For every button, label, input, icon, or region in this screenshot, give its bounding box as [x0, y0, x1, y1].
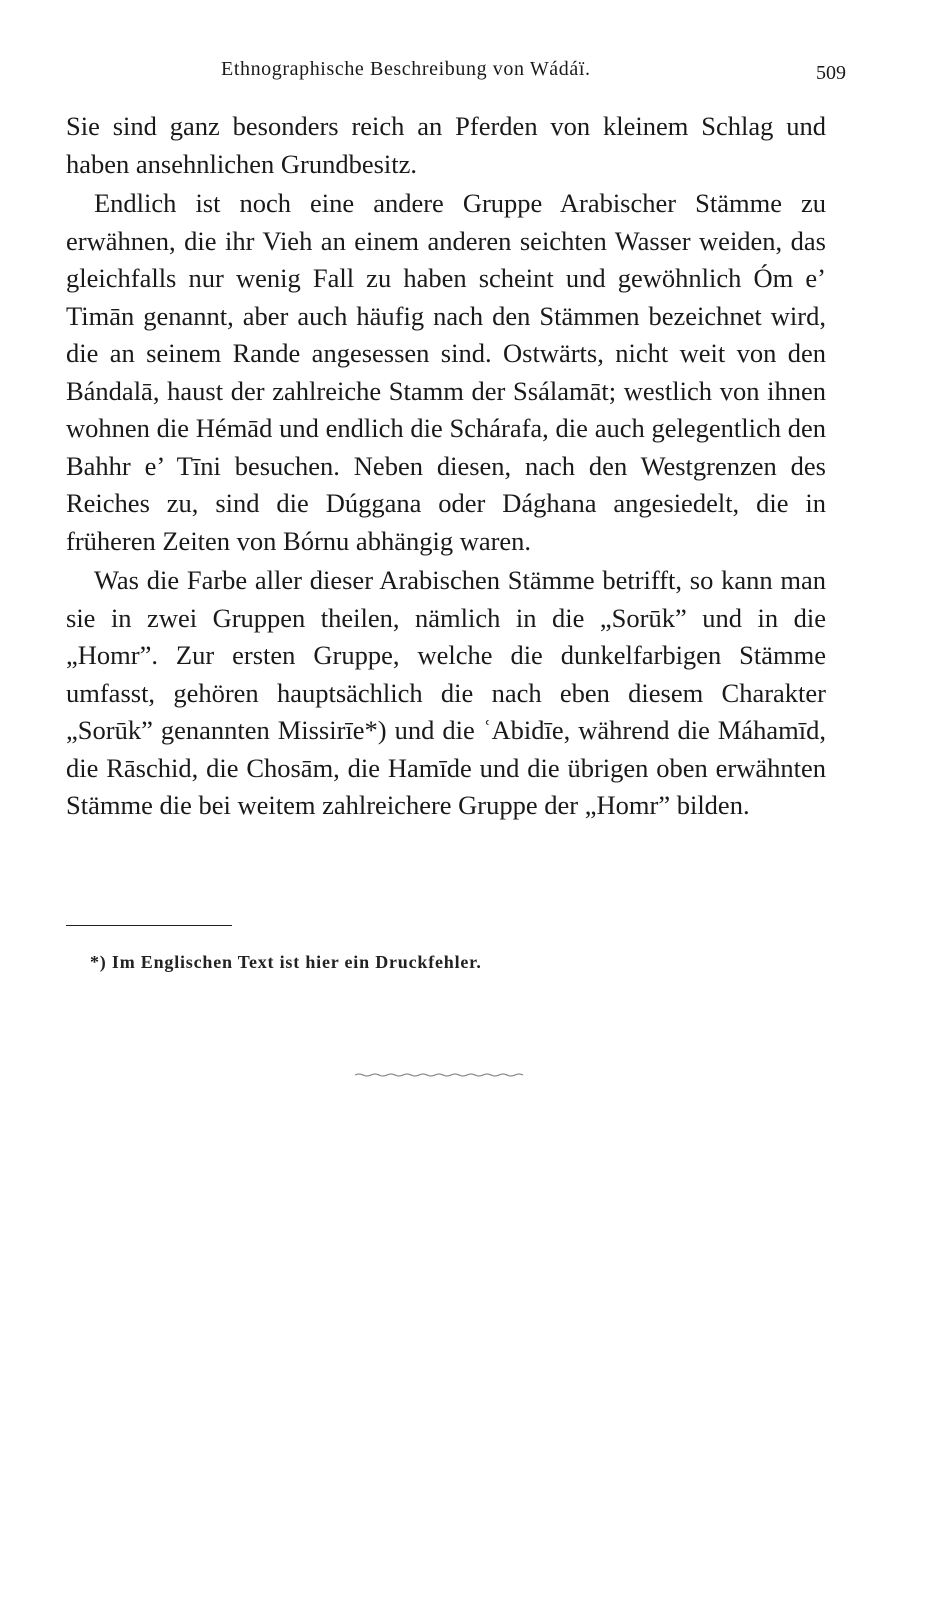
running-header — [66, 58, 846, 88]
main-text — [66, 108, 826, 825]
end-ornament — [355, 1072, 527, 1078]
footnote: *) Im Englischen Text ist hier ein Druckfehler. — [90, 952, 482, 972]
running-title: Ethnographische Beschreibung von Wádáï. — [221, 58, 591, 80]
paragraph-arab-tribes: Endlich ist noch eine andere Gruppe Arabischer Stämme zu erwähnen, die ihr Vieh an einem anderen seichten Wasser weiden, das gleichfalls nur wenig Fall zu haben scheint und gewöhnlich Óm e’ Timān genannt, aber auch häufig nach den Stämmen bezeichnet wird, die an seinem Rande angesessen sind. Ostwärts, nicht weit von den Bándalā, haust der zahlreiche Stamm der Ssálamāt; westlich von ihnen wohnen die Hémād und endlich die Schárafa, die auch gelegentlich den Bahhr e’ Tīni besuchen. Neben diesen, nach den Westgrenzen des Reiches zu, sind die Dúggana oder Dághana angesiedelt, die in früheren Zeiten von Bórnu abhängig waren. — [66, 188, 826, 556]
page-number: 509 — [816, 62, 846, 84]
paragraph-continuation: Sie sind ganz besonders reich an Pferden von kleinem Schlag und haben ansehnlichen Grundbesitz. — [66, 111, 826, 179]
paragraph-colour-groups: Was die Farbe aller dieser Arabischen Stämme betrifft, so kann man sie in zwei Gruppen theilen, nämlich in die „Sorūk” und in die „Homr”. Zur ersten Gruppe, welche die dunkelfarbigen Stämme umfasst, gehören hauptsächlich die nach eben diesem Charakter „Sorūk” genannten Missirīe*) und die ʿAbidīe, während die Máhamīd, die Rāschid, die Chosām, die Hamīde und die übrigen oben erwähnten Stämme die bei weitem zahlreichere Gruppe der „Homr” bilden. — [66, 565, 826, 820]
footnote-divider — [66, 925, 232, 926]
